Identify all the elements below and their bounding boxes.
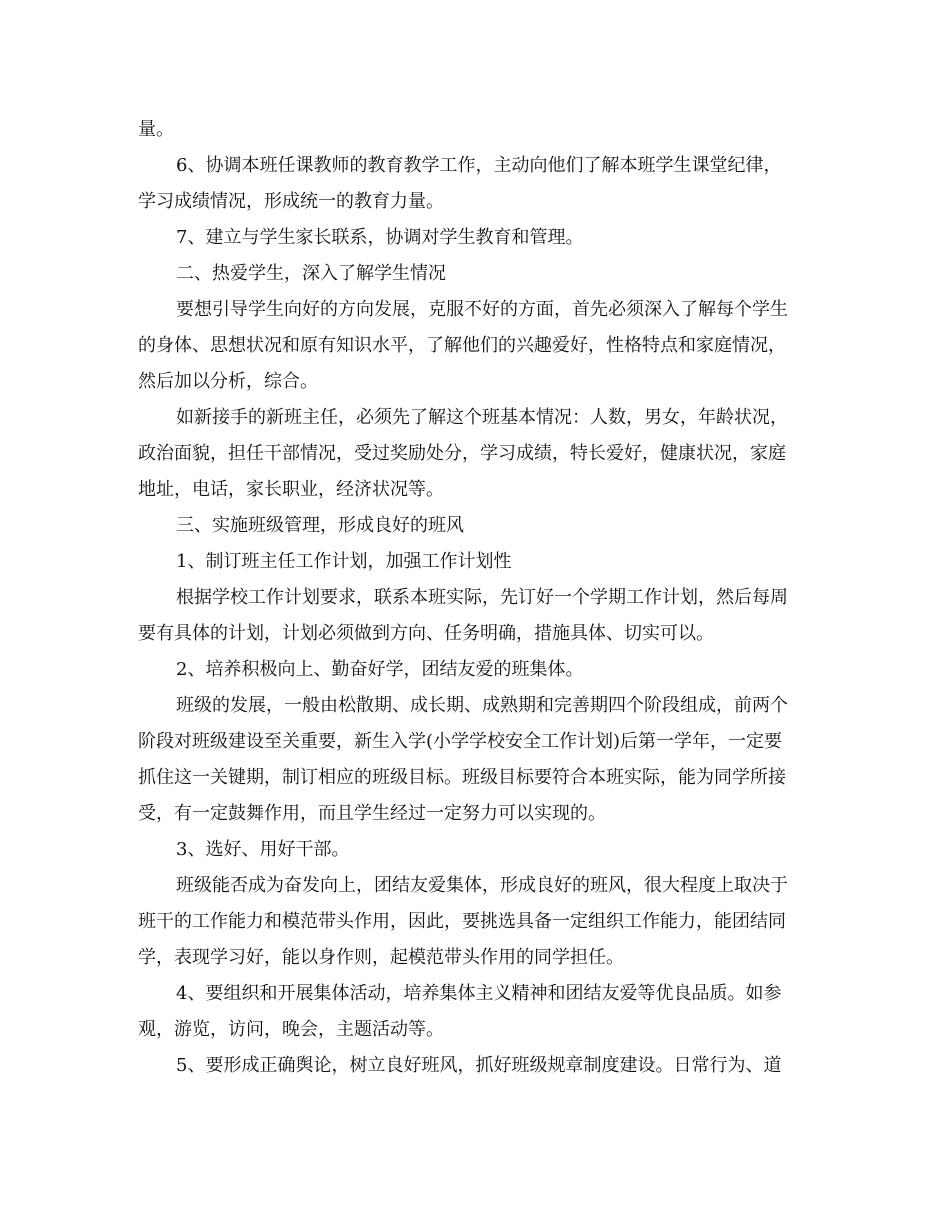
paragraph: [138, 1048, 818, 1084]
text-line: 学，表现学习好，能以身作则，起模范带头作用的同学担任。: [138, 947, 624, 968]
text-line: 三、实施班级管理，形成良好的班风: [176, 515, 464, 536]
text-line: 班级能否成为奋发向上，团结友爱集体，形成良好的班风，很大程度上取决于: [176, 875, 788, 896]
text-line: 根据学校工作计划要求，联系本班实际，先订好一个学期工作计划，然后每周: [176, 587, 788, 608]
text-line: 政治面貌，担任干部情况，受过奖励处分，学习成绩，特长爱好，健康状况，家庭: [138, 443, 786, 464]
text-line: 班干的工作能力和模范带头作用，因此，要挑选具备一定组织工作能力，能团结同: [138, 911, 786, 932]
paragraph: [138, 256, 818, 292]
text-line: 受，有一定鼓舞作用，而且学生经过一定努力可以实现的。: [138, 803, 606, 824]
paragraph: [138, 580, 818, 652]
text-line: 抓住这一关键期，制订相应的班级目标。班级目标要符合本班实际，能为同学所接: [138, 767, 786, 788]
text-line: 2、培养积极向上、勤奋好学，团结友爱的班集体。: [176, 659, 584, 680]
text-line: 要有具体的计划，计划必须做到方向、任务明确，措施具体、切实可以。: [138, 623, 714, 644]
paragraph: [138, 292, 818, 400]
paragraph: [138, 688, 818, 832]
paragraph: [138, 112, 818, 148]
paragraph: [138, 508, 818, 544]
paragraph: [138, 544, 818, 580]
paragraph: [138, 868, 818, 976]
text-line: 7、建立与学生家长联系，协调对学生教育和管理。: [176, 227, 584, 248]
paragraph: [138, 148, 818, 220]
text-line: 量。: [138, 119, 174, 140]
paragraph: [138, 652, 818, 688]
text-line: 观，游览，访问，晚会，主题活动等。: [138, 1019, 444, 1040]
text-line: 然后加以分析，综合。: [138, 371, 318, 392]
text-line: 的身体、思想状况和原有知识水平，了解他们的兴趣爱好，性格特点和家庭情况，: [138, 335, 786, 356]
text-line: 3、选好、用好干部。: [176, 839, 350, 860]
paragraph: [138, 400, 818, 508]
text-line: 班级的发展，一般由松散期、成长期、成熟期和完善期四个阶段组成，前两个: [176, 695, 788, 716]
text-line: 二、热爱学生，深入了解学生情况: [176, 263, 446, 284]
paragraph: [138, 976, 818, 1048]
paragraph: [138, 220, 818, 256]
text-line: 要想引导学生向好的方向发展，克服不好的方面，首先必须深入了解每个学生: [176, 299, 788, 320]
text-line: 5、要形成正确舆论，树立良好班风，抓好班级规章制度建设。日常行为、道: [176, 1055, 782, 1076]
paragraph: [138, 832, 818, 868]
text-line: 6、协调本班任课教师的教育教学工作，主动向他们了解本班学生课堂纪律，: [176, 155, 782, 176]
text-line: 学习成绩情况，形成统一的教育力量。: [138, 191, 444, 212]
text-line: 地址，电话，家长职业，经济状况等。: [138, 479, 444, 500]
text-line: 1、制订班主任工作计划，加强工作计划性: [176, 551, 512, 572]
document-body: [138, 112, 818, 1084]
text-line: 4、要组织和开展集体活动，培养集体主义精神和团结友爱等优良品质。如参: [176, 983, 782, 1004]
text-line: 如新接手的新班主任，必须先了解这个班基本情况：人数，男女，年龄状况，: [176, 407, 788, 428]
text-line: 阶段对班级建设至关重要，新生入学(小学学校安全工作计划)后第一学年，一定要: [138, 731, 783, 752]
